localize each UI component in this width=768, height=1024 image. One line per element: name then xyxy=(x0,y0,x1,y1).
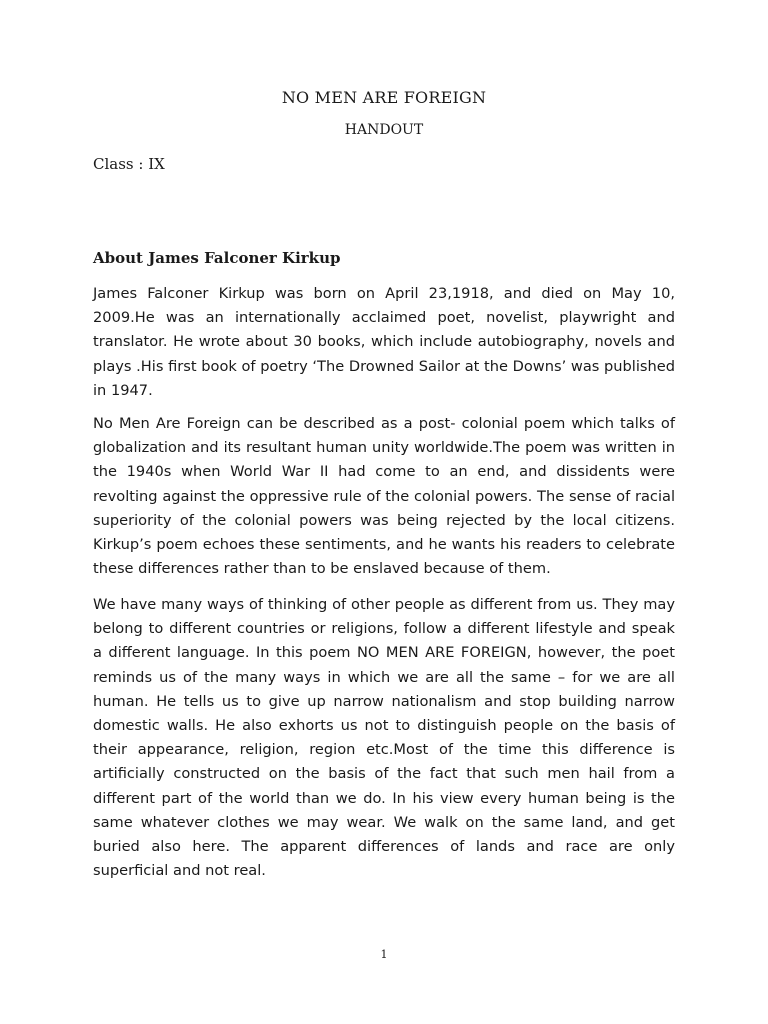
paragraph-theme: We have many ways of thinking of other people as different from us. They may belong to different countries or religions, follow a different lifestyle and speak a different language. In this poem NO MEN ARE FOREIGN, however, the poet reminds us of the many ways in which we are all the same – for we are all human. He tells us to give up narrow nationalism and stop building narrow domestic walls. He also exhorts us not to distinguish people on the basis of their appearance, religion, region etc.Most of the time this difference is artificially constructed on the basis of the fact that such men hail from a different part of the world than we do. In his view every human being is the same whatever clothes we may wear. We walk on the same land, and get buried also here. The apparent differences of lands and race are only superficial and not real. xyxy=(93,596,675,880)
paragraph-biography: James Falconer Kirkup was born on April 23,1918, and died on May 10, 2009.He was an internationally acclaimed poet, novelist, playwright and translator. He wrote about 30 books, which include autobiography, novels and plays .His first book of poetry ‘The Drowned Sailor at the Downs’ was published in 1947. xyxy=(93,285,675,399)
class-label: Class : IX xyxy=(93,155,165,173)
document-title: NO MEN ARE FOREIGN xyxy=(281,88,487,107)
paragraph-context: No Men Are Foreign can be described as a post- colonial poem which talks of globalization and its resultant human unity worldwide.The poem was written in the 1940s when World War II had come to an end, and dissidents were revolting against the oppressive rule of the colonial powers. The sense of racial superiority of the colonial powers was being rejected by the local citizens. Kirkup’s poem echoes these sentiments, and he wants his readers to celebrate these differences rather than to be enslaved because of them. xyxy=(93,415,675,578)
document-subtitle: HANDOUT xyxy=(344,122,424,138)
page-number: 1 xyxy=(380,948,388,961)
section-heading: About James Falconer Kirkup xyxy=(93,249,341,267)
